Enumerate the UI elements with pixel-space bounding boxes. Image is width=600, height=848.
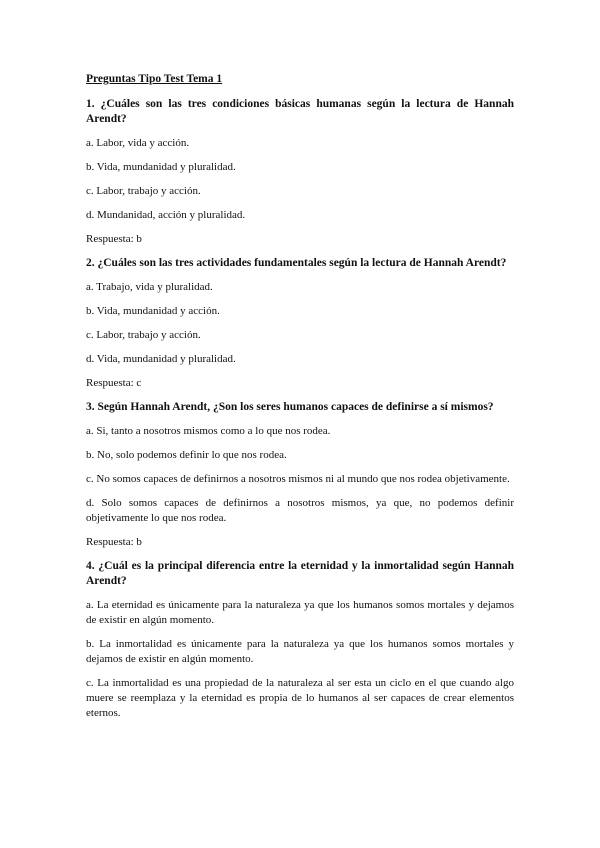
document-title: Preguntas Tipo Test Tema 1 (86, 73, 223, 85)
question-3-answer: Respuesta: b (86, 536, 142, 548)
question-3-option-d: d. Solo somos capaces de definirnos a nosotros mismos, ya que, no podemos definir objetivamente lo que nos rodea. (86, 497, 514, 524)
question-3-option-b: b. No, solo podemos definir lo que nos rodea. (86, 449, 287, 461)
question-2: 2. ¿Cuáles son las tres actividades fundamentales según la lectura de Hannah Arendt? (86, 257, 507, 269)
question-1: 1. ¿Cuáles son las tres condiciones básicas humanas según la lectura de Hannah Arendt? (86, 98, 514, 125)
question-2-option-d: d. Vida, mundanidad y pluralidad. (86, 353, 236, 365)
question-4: 4. ¿Cuál es la principal diferencia entre la eternidad y la inmortalidad según Hannah Arendt? (86, 560, 514, 587)
question-4-option-b: b. La inmortalidad es únicamente para la naturaleza ya que los humanos somos mortales y dejamos de existir en algún momento. (86, 638, 514, 665)
question-2-option-a: a. Trabajo, vida y pluralidad. (86, 281, 213, 293)
question-1-option-b: b. Vida, mundanidad y pluralidad. (86, 161, 236, 173)
question-2-answer: Respuesta: c (86, 377, 142, 389)
question-1-option-c: c. Labor, trabajo y acción. (86, 185, 201, 197)
question-2-option-b: b. Vida, mundanidad y acción. (86, 305, 220, 317)
question-3: 3. Según Hannah Arendt, ¿Son los seres humanos capaces de definirse a sí mismos? (86, 401, 494, 413)
question-2-option-c: c. Labor, trabajo y acción. (86, 329, 201, 341)
question-1-option-d: d. Mundanidad, acción y pluralidad. (86, 209, 246, 221)
question-4-option-c: c. La inmortalidad es una propiedad de la naturaleza al ser esta un ciclo en el que cuando algo muere se reemplaza y la eternidad es propia de lo humanos al ser capaces de crear elementos eternos. (86, 677, 514, 719)
question-1-option-a: a. Labor, vida y acción. (86, 137, 190, 149)
question-1-answer: Respuesta: b (86, 233, 142, 245)
question-4-option-a: a. La eternidad es únicamente para la naturaleza ya que los humanos somos mortales y dejamos de existir en algún momento. (86, 599, 514, 626)
question-3-option-a: a. Si, tanto a nosotros mismos como a lo que nos rodea. (86, 425, 331, 437)
question-3-option-c: c. No somos capaces de definirnos a nosotros mismos ni al mundo que nos rodea objetivamente. (86, 473, 510, 485)
